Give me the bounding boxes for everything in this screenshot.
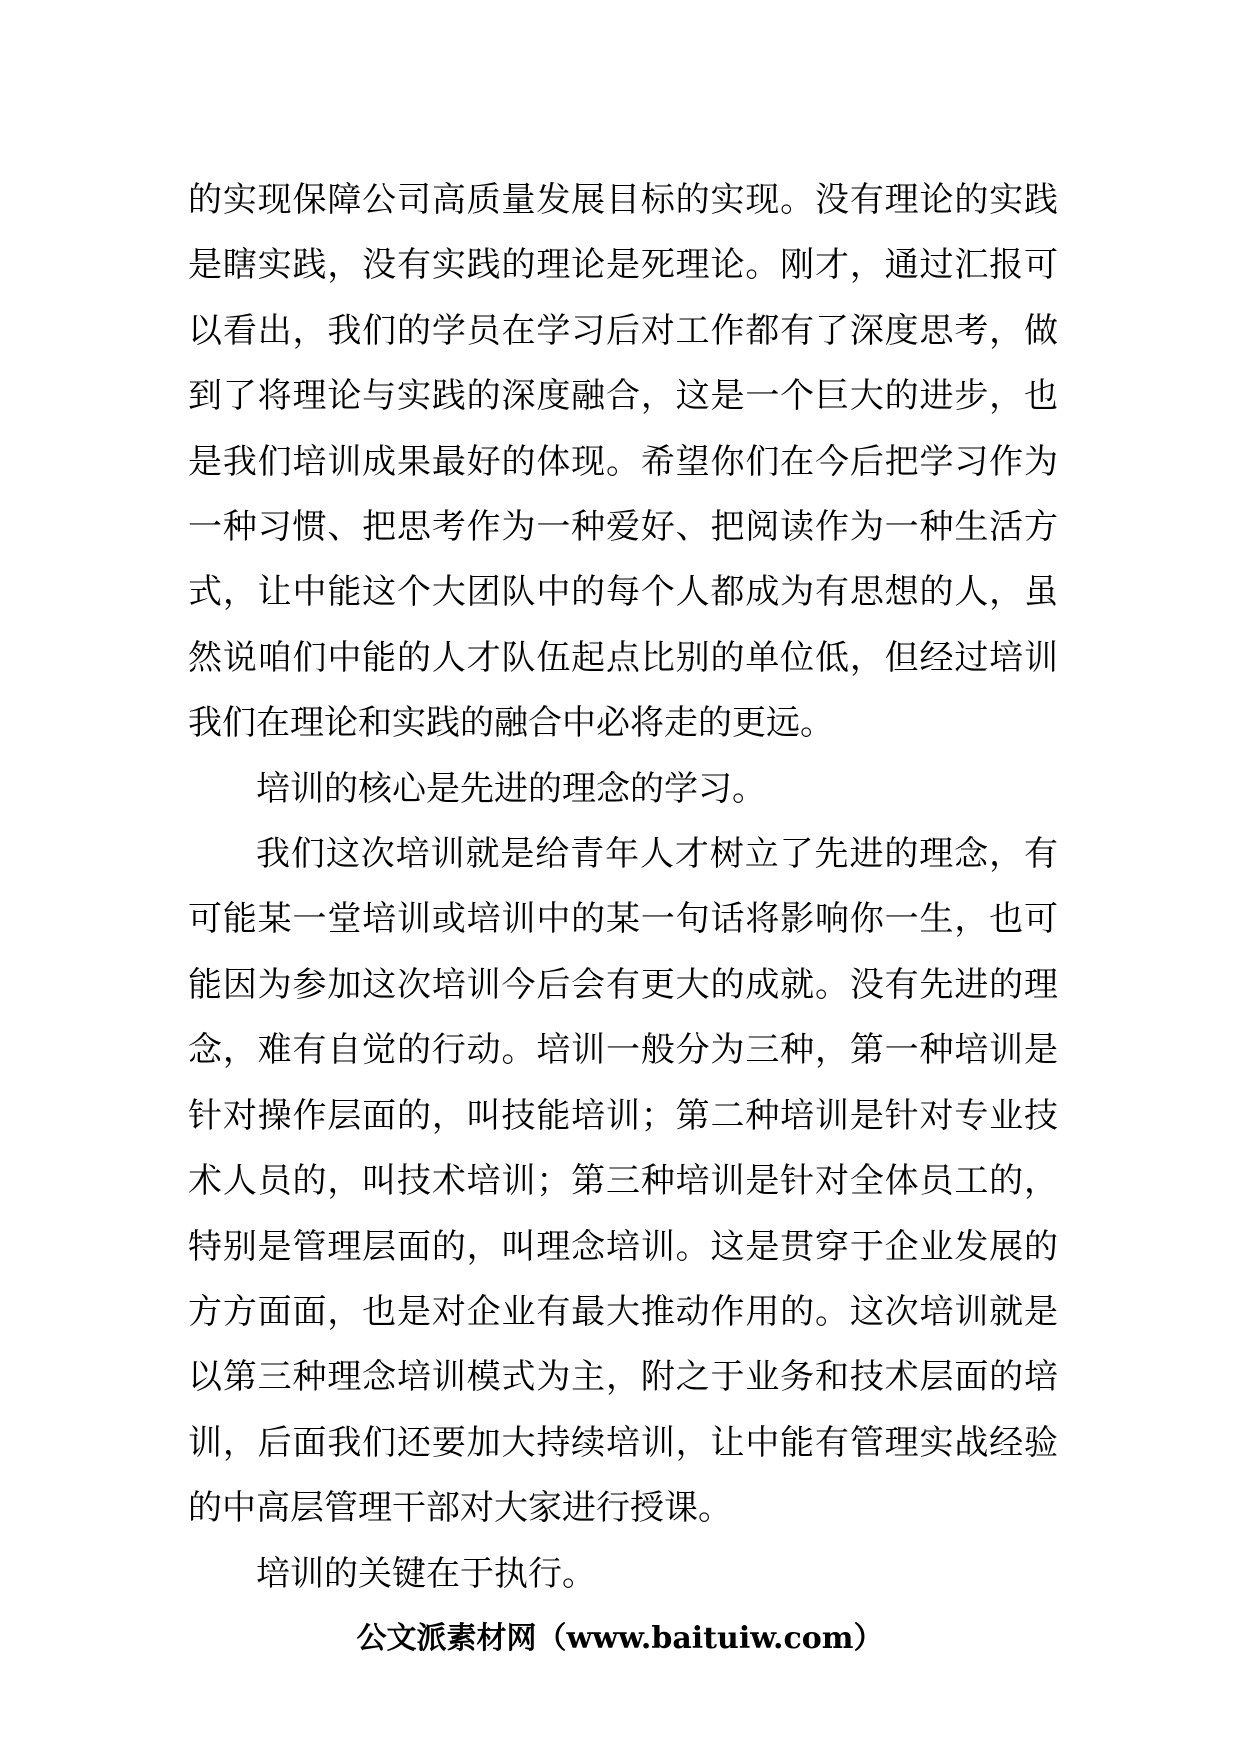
- paragraph-continued: 的实现保障公司高质量发展目标的实现。没有理论的实践是瞎实践，没有实践的理论是死理论。刚才，通过汇报可以看出，我们的学员在学习后对工作都有了深度思考，做到了将理论与实践的深度融合，这是一个巨大的进步，也是我们培训成果最好的体现。希望你们在今后把学习作为一种习惯、把思考作为一种爱好、把阅读作为一种生活方式，让中能这个大团队中的每个人都成为有思想的人，虽然说咱们中能的人才队伍起点比别的单位低，但经过培训我们在理论和实践的融合中必将走的更远。: [188, 180, 1058, 744]
- paragraph-heading-key: 培训的关键在于执行。: [256, 1553, 596, 1594]
- paragraph-heading-core: 培训的核心是先进的理念的学习。: [256, 768, 766, 809]
- document-body: [188, 168, 1058, 1607]
- footer-watermark: 公文派素材网（www.baituiw.com）: [356, 1621, 884, 1656]
- paragraph-training-types: 我们这次培训就是给青年人才树立了先进的理念，有可能某一堂培训或培训中的某一句话将影响你一生，也可能因为参加这次培训今后会有更大的成就。没有先进的理念，难有自觉的行动。培训一般分为三种，第一种培训是针对操作层面的，叫技能培训；第二种培训是针对专业技术人员的，叫技术培训；第三种培训是针对全体员工的，特别是管理层面的，叫理念培训。这是贯穿于企业发展的方方面面，也是对企业有最大推动作用的。这次培训就是以第三种理念培训模式为主，附之于业务和技术层面的培训，后面我们还要加大持续培训，让中能有管理实战经验的中高层管理干部对大家进行授课。: [188, 834, 1058, 1529]
